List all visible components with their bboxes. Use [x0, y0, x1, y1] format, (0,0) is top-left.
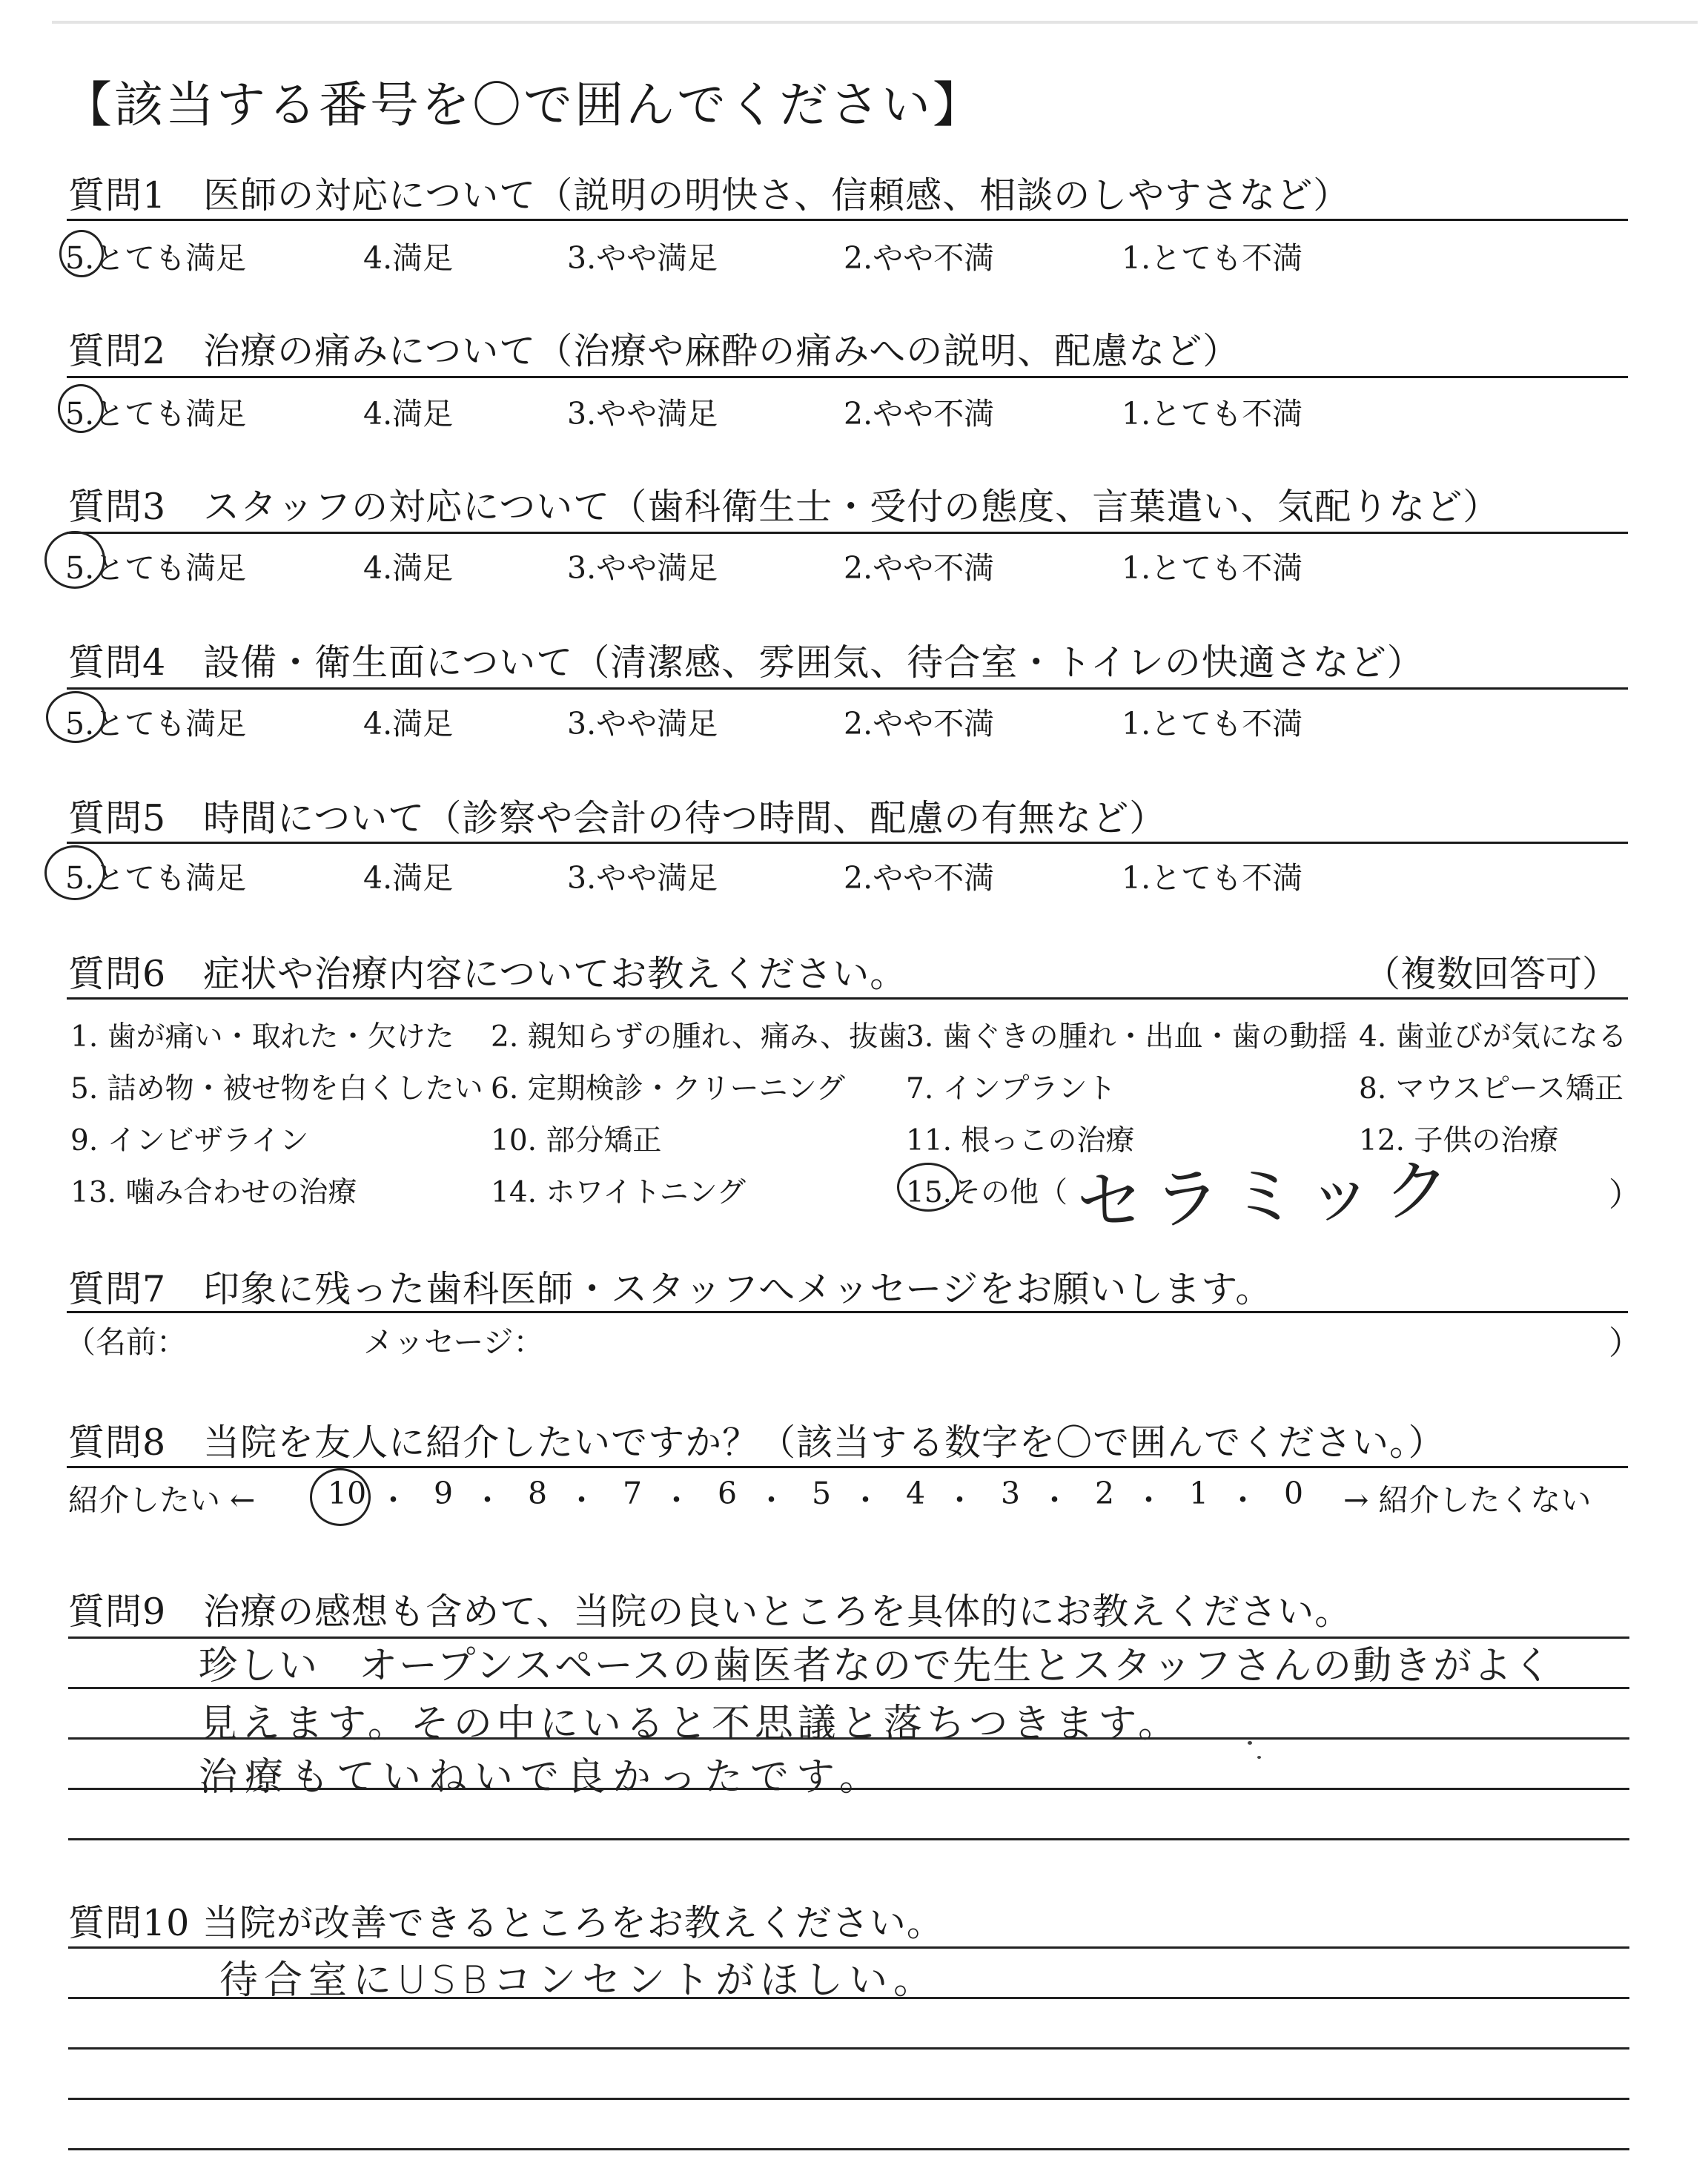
q7-name-label[interactable]: （名前：: [65, 1324, 187, 1360]
q1-option-5[interactable]: 5.とても満足: [65, 240, 247, 276]
q8-score-10[interactable]: 10: [328, 1476, 367, 1511]
q9-answer-line-1[interactable]: 珍しい オープンスペースの歯医者なので先生とスタッフさんの動きがよく: [199, 1644, 1554, 1688]
q8-score-8[interactable]: 8: [528, 1476, 548, 1511]
q6-option-10[interactable]: 10. 部分矯正: [491, 1124, 662, 1157]
q4-option-1[interactable]: 1.とても不満: [1122, 706, 1303, 742]
q6-rule: [67, 997, 1628, 1000]
q7-rule: [67, 1311, 1628, 1313]
q10-line-3: [68, 2098, 1629, 2100]
q1-option-4[interactable]: 4.満足: [363, 240, 454, 276]
q3-selection-circle: [44, 531, 105, 589]
q8-selection-circle: [310, 1468, 371, 1526]
q8-score-4[interactable]: 4: [906, 1476, 926, 1511]
q3-option-3[interactable]: 3.やや満足: [567, 550, 718, 586]
q6-option-4[interactable]: 4. 歯並びが気になる: [1359, 1020, 1627, 1054]
q9-answer-line-2[interactable]: 見えます。その中にいると不思議と落ちつきます。: [199, 1702, 1182, 1746]
q8-separator: ・: [1039, 1482, 1070, 1518]
q8-separator: ・: [566, 1482, 597, 1518]
q4-option-4[interactable]: 4.満足: [363, 706, 454, 742]
q2-title: 質問2 治療の痛みについて（治療や麻酔の痛みへの説明、配慮など）: [68, 330, 1240, 372]
q8-separator: ・: [1133, 1482, 1164, 1518]
q4-option-2[interactable]: 2.やや不満: [844, 706, 995, 742]
q4-selection-circle: [46, 691, 105, 743]
q8-separator: ・: [378, 1482, 408, 1518]
q5-rule: [67, 842, 1628, 844]
scan-edge-line: [52, 21, 1698, 24]
q8-rule: [67, 1466, 1628, 1468]
q3-option-5[interactable]: 5.とても満足: [65, 550, 247, 586]
q6-option-1[interactable]: 1. 歯が痛い・取れた・欠けた: [70, 1020, 454, 1054]
q6-option-5[interactable]: 5. 詰め物・被せ物を白くしたい: [70, 1072, 483, 1106]
q3-rule: [67, 532, 1628, 534]
q5-option-5[interactable]: 5.とても満足: [65, 860, 247, 896]
q8-right-label: → 紹介したくない: [1343, 1482, 1592, 1518]
q3-title: 質問3 スタッフの対応について（歯科衛生士・受付の態度、言葉遣い、気配りなど）: [68, 486, 1500, 528]
scan-speck: [1248, 1741, 1252, 1745]
q2-option-5[interactable]: 5.とても満足: [65, 396, 247, 432]
q6-option-14[interactable]: 14. ホワイトニング: [491, 1176, 746, 1209]
q2-option-3[interactable]: 3.やや満足: [567, 396, 718, 432]
q2-option-1[interactable]: 1.とても不満: [1122, 396, 1303, 432]
q5-option-3[interactable]: 3.やや満足: [567, 860, 718, 896]
q5-option-1[interactable]: 1.とても不満: [1122, 860, 1303, 896]
q8-score-6[interactable]: 6: [718, 1476, 738, 1511]
q6-option-2[interactable]: 2. 親知らずの腫れ、痛み、抜歯: [491, 1020, 907, 1054]
q2-selection-circle: [58, 384, 104, 433]
q10-line-2: [68, 2047, 1629, 2050]
q5-option-2[interactable]: 2.やや不満: [844, 860, 995, 896]
q6-option-12[interactable]: 12. 子供の治療: [1359, 1124, 1559, 1157]
q7-title: 質問7 印象に残った歯科医師・スタッフへメッセージをお願いします。: [68, 1268, 1273, 1310]
q5-option-4[interactable]: 4.満足: [363, 860, 454, 896]
q1-option-3[interactable]: 3.やや満足: [567, 240, 718, 276]
q6-multiple-note: （複数回答可）: [1364, 953, 1619, 995]
q1-selection-circle: [59, 230, 104, 277]
q4-rule: [67, 687, 1628, 690]
q8-separator: ・: [661, 1482, 692, 1518]
q6-option-8[interactable]: 8. マウスピース矯正: [1359, 1072, 1623, 1106]
form-heading: 【該当する番号を〇で囲んでください】: [63, 76, 984, 133]
q8-score-1[interactable]: 1: [1189, 1476, 1209, 1511]
q6-close-paren: ）: [1609, 1176, 1641, 1214]
scan-speck: [1257, 1756, 1261, 1759]
q6-option-15[interactable]: 15.その他（: [906, 1176, 1068, 1209]
q6-selection-circle: [897, 1163, 959, 1212]
q1-title: 質問1 医師の対応について（説明の明快さ、信頼感、相談のしやすさなど）: [68, 174, 1351, 217]
q6-option-11[interactable]: 11. 根っこの治療: [906, 1124, 1135, 1157]
q10-line-4: [68, 2148, 1629, 2150]
q1-option-2[interactable]: 2.やや不満: [844, 240, 995, 276]
q8-score-9[interactable]: 9: [434, 1476, 454, 1511]
q8-score-5[interactable]: 5: [812, 1476, 832, 1511]
q8-separator: ・: [944, 1482, 975, 1518]
q7-message-label[interactable]: メッセージ：: [363, 1324, 544, 1360]
q6-option-13[interactable]: 13. 噛み合わせの治療: [70, 1176, 357, 1209]
q7-close-paren: ）: [1609, 1324, 1641, 1362]
q3-option-4[interactable]: 4.満足: [363, 550, 454, 586]
q9-answer-line-3[interactable]: 治療もていねいで良かったです。: [199, 1755, 885, 1800]
q6-option-9[interactable]: 9. インビザライン: [70, 1124, 309, 1157]
q6-title: 質問6 症状や治療内容についてお教えください。: [68, 953, 907, 995]
q6-option-3[interactable]: 3. 歯ぐきの腫れ・出血・歯の動揺: [906, 1020, 1348, 1054]
q6-option-7[interactable]: 7. インプラント: [906, 1072, 1116, 1106]
q1-rule: [67, 219, 1628, 221]
q10-answer-line-1[interactable]: 待合室にUSBコンセントがほしい。: [219, 1958, 939, 2003]
q3-option-2[interactable]: 2.やや不満: [844, 550, 995, 586]
q1-option-1[interactable]: 1.とても不満: [1122, 240, 1303, 276]
q5-selection-circle: [44, 845, 105, 900]
q8-separator: ・: [472, 1482, 503, 1518]
q2-rule: [67, 376, 1628, 378]
q3-option-1[interactable]: 1.とても不満: [1122, 550, 1303, 586]
q8-separator: ・: [756, 1482, 787, 1518]
q6-other-handwritten[interactable]: セラミック: [1075, 1150, 1463, 1243]
q9-title: 質問9 治療の感想も含めて、当院の良いところを具体的にお教えください。: [68, 1591, 1352, 1633]
q8-score-7[interactable]: 7: [623, 1476, 643, 1511]
q9-line-4: [68, 1838, 1629, 1840]
q8-score-2[interactable]: 2: [1095, 1476, 1115, 1511]
q8-separator: ・: [1228, 1482, 1258, 1518]
q8-separator: ・: [850, 1482, 881, 1518]
q10-title: 質問10 当院が改善できるところをお教えください。: [68, 1902, 944, 1944]
q2-option-2[interactable]: 2.やや不満: [844, 396, 995, 432]
q8-score-3[interactable]: 3: [1001, 1476, 1021, 1511]
q8-title: 質問8 当院を友人に紹介したいですか？（該当する数字を〇で囲んでください。）: [68, 1421, 1446, 1464]
q4-title: 質問4 設備・衛生面について（清潔感、雰囲気、待合室・トイレの快適さなど）: [68, 641, 1424, 684]
q4-option-3[interactable]: 3.やや満足: [567, 706, 718, 742]
q4-option-5[interactable]: 5.とても満足: [65, 706, 247, 742]
q2-option-4[interactable]: 4.満足: [363, 396, 454, 432]
q5-title: 質問5 時間について（診察や会計の待つ時間、配慮の有無など）: [68, 797, 1167, 839]
q6-option-6[interactable]: 6. 定期検診・クリーニング: [491, 1072, 845, 1106]
q8-left-label: 紹介したい ←: [68, 1482, 256, 1518]
q8-score-0[interactable]: 0: [1284, 1476, 1304, 1511]
